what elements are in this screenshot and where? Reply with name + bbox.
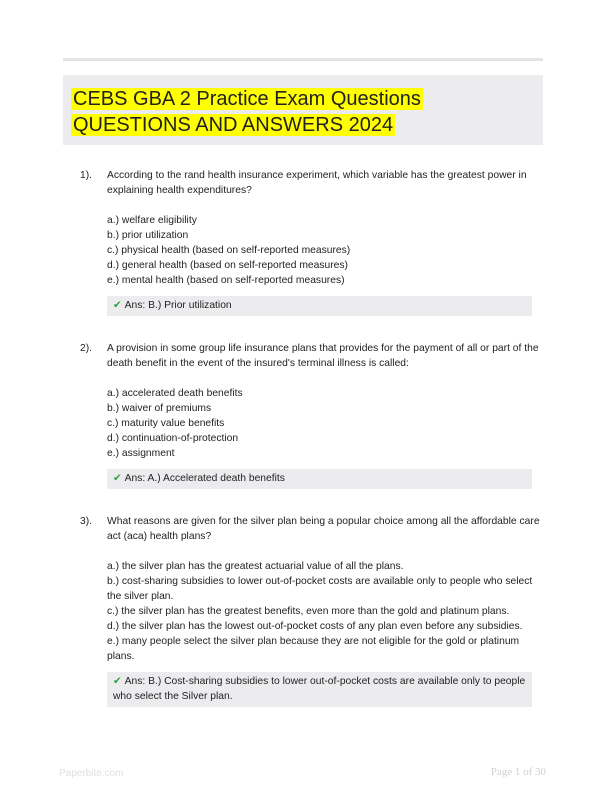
question-number: 2).	[80, 343, 93, 354]
option-c: c.) the silver plan has the greatest benefits, even more than the gold and platinum plans.	[107, 606, 510, 617]
top-rule	[63, 58, 543, 61]
question-3	[80, 514, 540, 707]
check-icon: ✔	[113, 473, 122, 484]
answer-box	[107, 469, 532, 489]
answer-box	[107, 672, 532, 707]
option-list	[107, 559, 540, 664]
question-text: What reasons are given for the silver plan being a popular choice among all the affordable care act (aca) health plans?	[107, 516, 540, 542]
option-d: d.) continuation-of-protection	[107, 433, 239, 444]
option-a: a.) welfare eligibility	[107, 215, 197, 226]
option-e: e.) assignment	[107, 448, 175, 459]
question-number: 1).	[80, 170, 93, 181]
option-b: b.) prior utilization	[107, 230, 189, 241]
option-c: c.) maturity value benefits	[107, 418, 225, 429]
answer-text: Ans: A.) Accelerated death benefits	[124, 473, 285, 484]
title-line-2: QUESTIONS AND ANSWERS 2024	[73, 114, 394, 136]
watermark: Paperbite.com	[59, 768, 124, 779]
question-text: According to the rand health insurance experiment, which variable has the greatest power in explaining health expenditures?	[107, 170, 527, 196]
option-d: d.) the silver plan has the lowest out-of-pocket costs of any plan even before any subsidies.	[107, 621, 523, 632]
option-b: b.) cost-sharing subsidies to lower out-of-pocket costs are available only to people who select the silver plan.	[107, 576, 533, 602]
option-list	[107, 386, 540, 461]
document-title	[71, 86, 423, 138]
option-d: d.) general health (based on self-reported measures)	[107, 260, 348, 271]
answer-box	[107, 296, 532, 316]
question-1	[80, 168, 540, 316]
question-number: 3).	[80, 516, 93, 527]
question-text: A provision in some group life insurance plans that provides for the payment of all or part of the death benefit in the event of the insured's terminal illness is called:	[107, 343, 539, 369]
check-icon: ✔	[113, 300, 122, 311]
option-a: a.) accelerated death benefits	[107, 388, 243, 399]
check-icon: ✔	[113, 676, 122, 687]
question-2	[80, 341, 540, 489]
option-a: a.) the silver plan has the greatest actuarial value of all the plans.	[107, 561, 404, 572]
answer-text: Ans: B.) Prior utilization	[124, 300, 232, 311]
page-number: Page 1 of 30	[490, 766, 546, 778]
answer-text: Ans: B.) Cost-sharing subsidies to lower out-of-pocket costs are available only to people who select the Silver plan.	[113, 676, 526, 702]
option-e: e.) many people select the silver plan because they are not eligible for the gold or platinum plans.	[107, 636, 520, 662]
option-c: c.) physical health (based on self-reported measures)	[107, 245, 351, 256]
option-b: b.) waiver of premiums	[107, 403, 212, 414]
option-list	[107, 213, 540, 288]
title-line-1: CEBS GBA 2 Practice Exam Questions	[73, 88, 421, 110]
option-e: e.) mental health (based on self-reported measures)	[107, 275, 345, 286]
